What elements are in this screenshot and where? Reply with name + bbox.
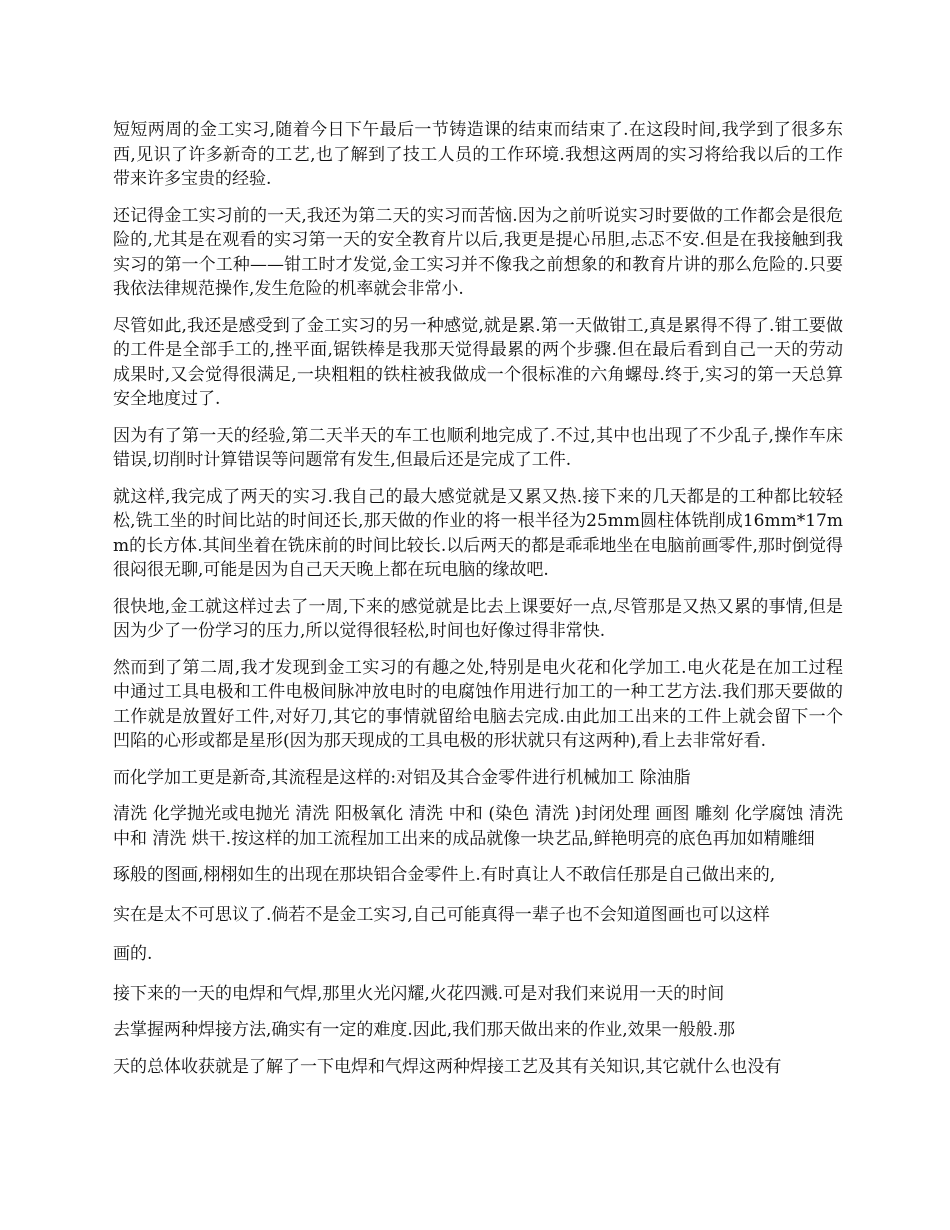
paragraph-3: 尽管如此,我还是感受到了金工实习的另一种感觉,就是累.第一天做钳工,真是累得不得了.钳工要做的工件是全部手工的,挫平面,锯铁棒是我那天觉得最累的两个步骤.但在最后看到自己一天的劳动成果时,又会觉得很满足,一块粗粗的铁柱被我做成一个很标准的六角螺母.终于,实习的第一天总算安全地度过了. [113,315,843,409]
paragraph-10: 琢般的图画,栩栩如生的出现在那块铝合金零件上.有时真让人不敢信任那是自己做出来的, [113,865,776,885]
paragraph-8: 而化学加工更是新奇,其流程是这样的:对铝及其合金零件进行机械加工 除油脂 [113,767,691,788]
paragraph-11: 实在是太不可思议了.倘若不是金工实习,自己可能真得一辈子也不会知道图画也可以这样 [113,904,770,925]
paragraph-15: 天的总体收获就是了解了一下电焊和气焊这两种焊接工艺及其有关知识,其它就什么也没有 [113,1056,782,1077]
paragraph-1: 短短两周的金工实习,随着今日下午最后一节铸造课的结束而结束了.在这段时间,我学到了很多东西,见识了许多新奇的工艺,也了解到了技工人员的工作环境.我想这两周的实习将给我以后的工作带来许多宝贵的经验. [113,120,843,189]
document-body [113,118,843,1091]
paragraph-5: 就这样,我完成了两天的实习.我自己的最大感觉就是又累又热.接下来的几天都是的工种都比较轻松,铣工坐的时间比站的时间还长,那天做的作业的将一根半径为25mm圆柱体铣削成16mm*17mm的长方体.其间坐着在铣床前的时间比较长.以后两天的都是乖乖地坐在电脑前画零件,那时倒觉得很闷很无聊,可能是因为自己天天晚上都在玩电脑的缘故吧. [113,486,843,580]
paragraph-7: 然而到了第二周,我才发现到金工实习的有趣之处,特别是电火花和化学加工.电火花是在加工过程中通过工具电极和工件电极间脉冲放电时的电腐蚀作用进行加工的一种工艺方法.我们那天要做的工作就是放置好工件,对好刀,其它的事情就留给电脑去完成.由此加工出来的工件上就会留下一个凹陷的心形或都是星形(因为那天现成的工具电极的形状就只有这两种),看上去非常好看. [113,657,843,751]
paragraph-9: 清洗 化学抛光或电抛光 清洗 阳极氧化 清洗 中和 (染色 清洗 )封闭处理 画图 雕刻 化学腐蚀 清洗 中和 清洗 烘干.按这样的加工流程加工出来的成品就像一块艺品,鲜艳明亮的底色再加如精雕细 [113,804,843,849]
paragraph-13: 接下来的一天的电焊和气焊,那里火光闪耀,火花四溅.可是对我们来说用一天的时间 [113,983,725,1004]
paragraph-2: 还记得金工实习前的一天,我还为第二天的实习而苦恼.因为之前听说实习时要做的工作都会是很危险的,尤其是在观看的实习第一天的安全教育片以后,我更是提心吊胆,忐忑不安.但是在我接触到我实习的第一个工种——钳工时才发觉,金工实习并不像我之前想象的和教育片讲的那么危险的.只要我依法律规范操作,发生危险的机率就会非常小. [113,205,843,299]
paragraph-4: 因为有了第一天的经验,第二天半天的车工也顺利地完成了.不过,其中也出现了不少乱子,操作车床错误,切削时计算错误等问题常有发生,但最后还是完成了工件. [113,425,843,470]
paragraph-14: 去掌握两种焊接方法,确实有一定的难度.因此,我们那天做出来的作业,效果一般般.那 [113,1020,736,1040]
paragraph-6: 很快地,金工就这样过去了一周,下来的感觉就是比去上课要好一点,尽管那是又热又累的事情,但是因为少了一份学习的压力,所以觉得很轻松,时间也好像过得非常快. [113,596,843,641]
paragraph-12: 画的. [113,944,153,964]
